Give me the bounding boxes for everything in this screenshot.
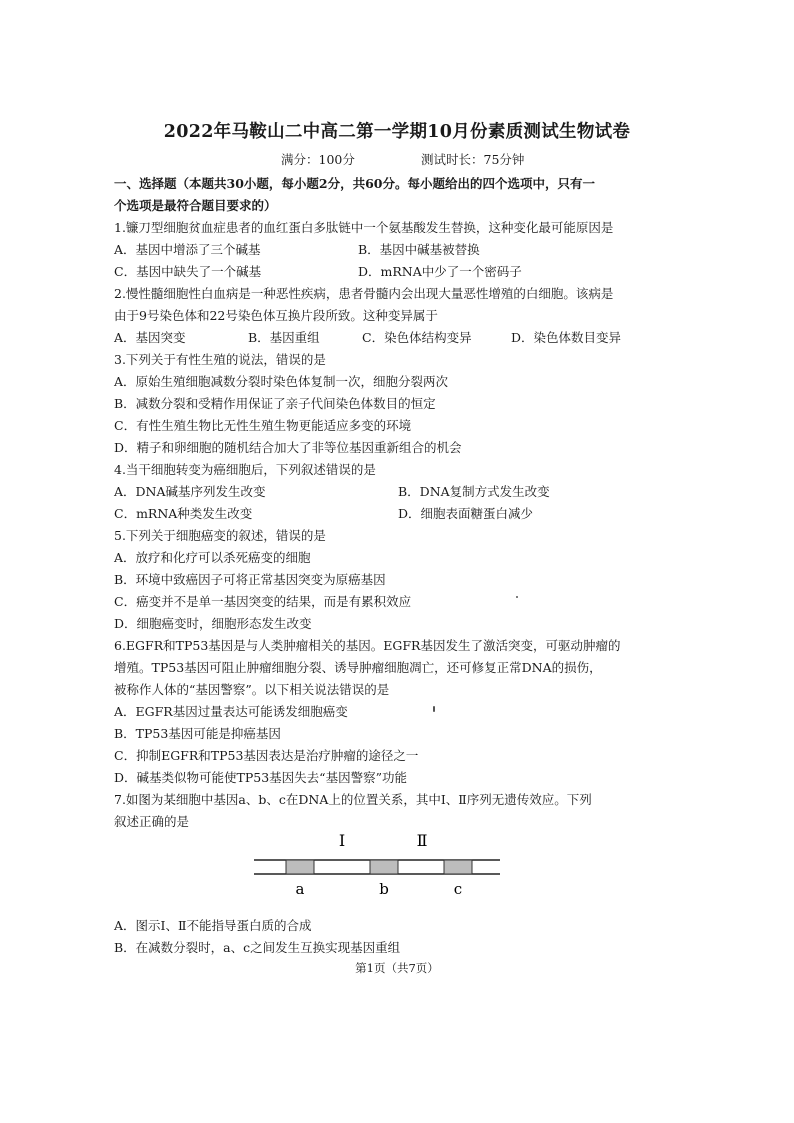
full-score: 满分：100分 — [281, 152, 355, 167]
q4-option-b: B．DNA复制方式发生改变 — [398, 484, 550, 499]
sequence-label-ii: Ⅱ — [416, 831, 428, 850]
q1-option-b: B．基因中碱基被替换 — [358, 242, 480, 257]
gene-label-b: b — [379, 880, 389, 898]
q4-option-a: A．DNA碱基序列发生改变 — [114, 484, 266, 499]
q3-option-d: D．精子和卵细胞的随机结合加大了非等位基因重新组合的机会 — [114, 440, 462, 455]
q4-option-c: C．mRNA种类发生改变 — [114, 506, 253, 521]
gene-a-segment — [286, 860, 314, 874]
exam-title: 2022年马鞍山二中高二第一学期10月份素质测试生物试卷 — [163, 122, 631, 142]
dna-gene-diagram — [250, 830, 510, 900]
gene-label-c: c — [453, 880, 463, 898]
q7-option-b: B．在减数分裂时，a、c之间发生互换实现基因重组 — [114, 940, 401, 955]
scan-speck — [516, 596, 518, 598]
page-footer: 第1页（共7页） — [355, 961, 439, 975]
q5-option-a: A．放疗和化疗可以杀死癌变的细胞 — [114, 550, 311, 565]
q6-stem-line2: 增殖。TP53基因可阻止肿瘤细胞分裂、诱导肿瘤细胞凋亡，还可修复正常DNA的损伤， — [114, 660, 602, 675]
q2-option-b: B．基因重组 — [248, 330, 320, 345]
gene-label-a: a — [295, 880, 305, 898]
q6-option-c: C．抑制EGFR和TP53基因表达是治疗肿瘤的途径之一 — [114, 748, 419, 763]
q6-option-a: A．EGFR基因过量表达可能诱发细胞癌变 — [114, 704, 348, 719]
q1-option-a: A．基因中增添了三个碱基 — [114, 242, 261, 257]
q6-stem-line3: 被称作人体的“基因警察”。以下相关说法错误的是 — [114, 682, 390, 697]
sequence-label-i: Ⅰ — [338, 831, 346, 850]
q6-option-b: B．TP53基因可能是抑癌基因 — [114, 726, 281, 741]
q1-stem: 1.镰刀型细胞贫血症患者的血红蛋白多肽链中一个氨基酸发生替换，这种变化最可能原因是 — [114, 220, 614, 235]
q4-stem: 4.当干细胞转变为癌细胞后，下列叙述错误的是 — [114, 462, 376, 477]
q2-stem-line2: 由于9号染色体和22号染色体互换片段所致。这种变异属于 — [114, 308, 438, 323]
q3-stem: 3.下列关于有性生殖的说法，错误的是 — [114, 352, 326, 367]
q7-stem-line1: 7.如图为某细胞中基因a、b、c在DNA上的位置关系，其中Ⅰ、Ⅱ序列无遗传效应。下列 — [114, 792, 592, 807]
q2-option-a: A．基因突变 — [114, 330, 186, 345]
q5-stem: 5.下列关于细胞癌变的叙述，错误的是 — [114, 528, 326, 543]
section-heading-line2: 个选项是最符合题目要求的） — [114, 198, 277, 213]
gene-b-segment — [370, 860, 398, 874]
q6-option-d: D．碱基类似物可能使TP53基因失去“基因警察”功能 — [114, 770, 407, 785]
q3-option-c: C．有性生殖生物比无性生殖生物更能适应多变的环境 — [114, 418, 412, 433]
q7-stem-line2: 叙述正确的是 — [114, 814, 190, 829]
q2-option-c: C．染色体结构变异 — [362, 330, 472, 345]
q2-option-d: D．染色体数目变异 — [511, 330, 622, 345]
duration: 测试时长：75分钟 — [421, 152, 525, 167]
q3-option-a: A．原始生殖细胞减数分裂时染色体复制一次，细胞分裂两次 — [114, 374, 449, 389]
q3-option-b: B．减数分裂和受精作用保证了亲子代间染色体数目的恒定 — [114, 396, 436, 411]
q5-option-c: C．癌变并不是单一基因突变的结果，而是有累积效应 — [114, 594, 412, 609]
q5-option-d: D．细胞癌变时，细胞形态发生改变 — [114, 616, 312, 631]
q5-option-b: B．环境中致癌因子可将正常基因突变为原癌基因 — [114, 572, 386, 587]
q1-option-d: D．mRNA中少了一个密码子 — [358, 264, 522, 279]
section-heading-line1: 一、选择题（本题共30小题，每小题2分，共60分。每小题给出的四个选项中，只有一 — [114, 176, 595, 191]
q4-option-d: D．细胞表面糖蛋白减少 — [398, 506, 534, 521]
q7-option-a: A．图示Ⅰ、Ⅱ不能指导蛋白质的合成 — [114, 918, 312, 933]
scan-speck — [433, 706, 435, 712]
q2-stem-line1: 2.慢性髓细胞性白血病是一种恶性疾病，患者骨髓内会出现大量恶性增殖的白细胞。该病是 — [114, 286, 614, 301]
q1-option-c: C．基因中缺失了一个碱基 — [114, 264, 262, 279]
gene-c-segment — [444, 860, 472, 874]
q6-stem-line1: 6.EGFR和TP53基因是与人类肿瘤相关的基因。EGFR基因发生了激活突变，可驱动肿瘤的 — [114, 638, 621, 653]
